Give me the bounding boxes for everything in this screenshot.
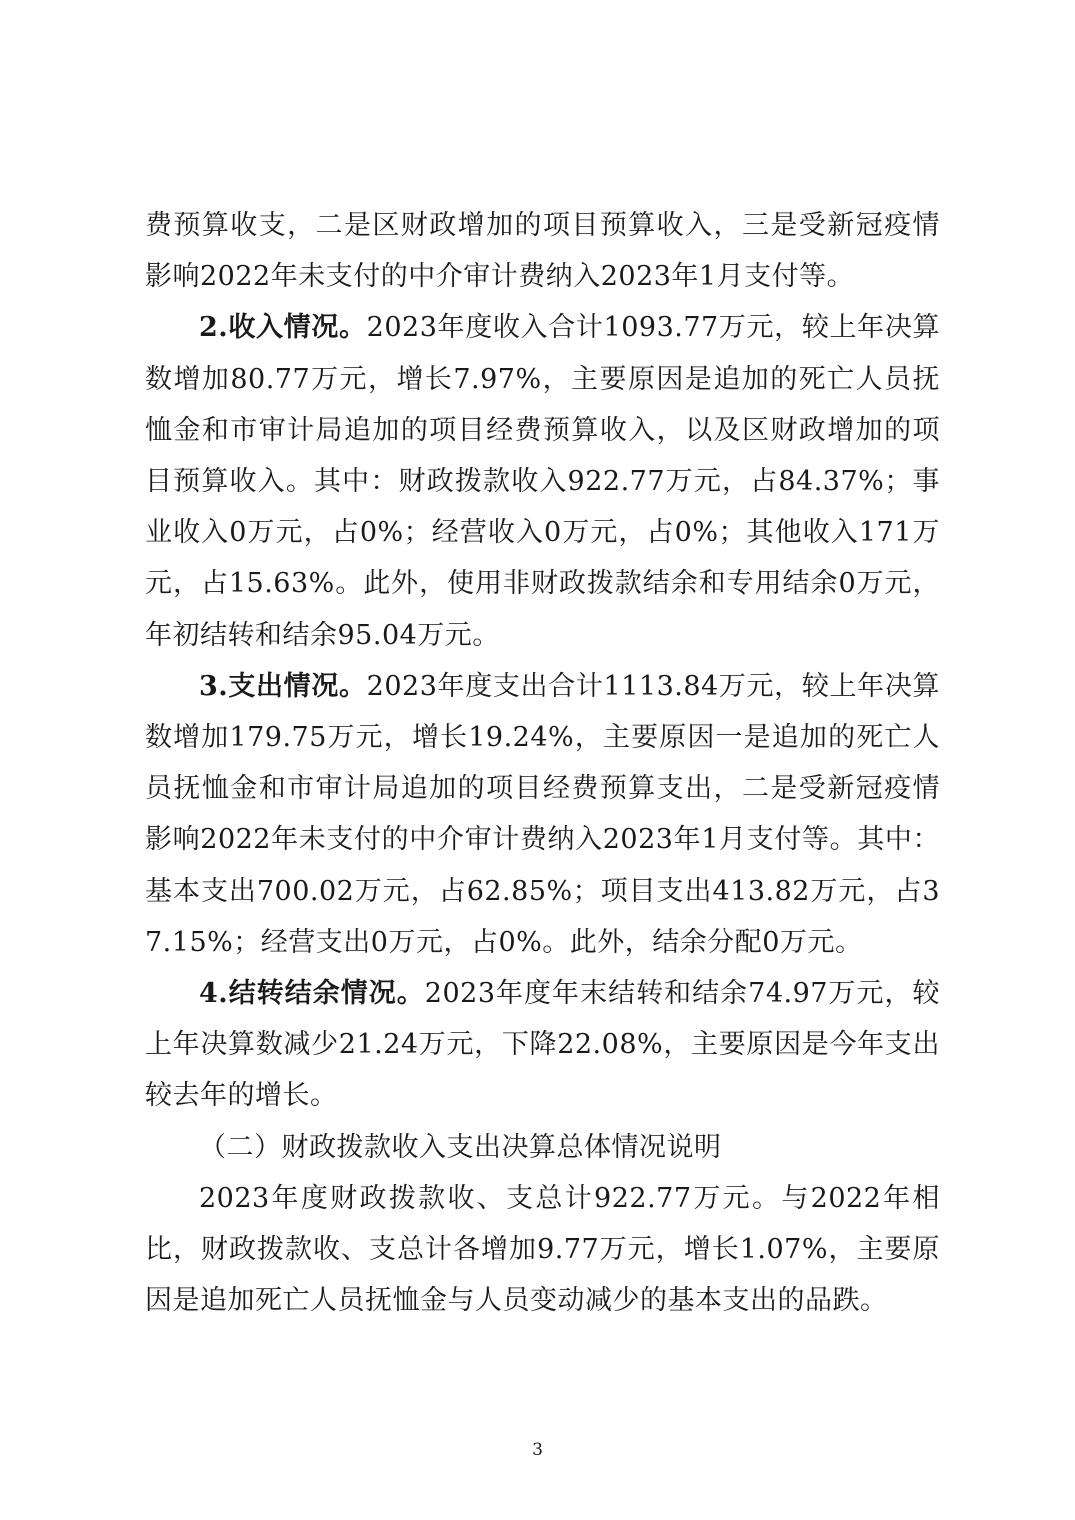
paragraph-text: 2023年度支出合计1113.84万元，较上年决算数增加179.75万元，增长19.24%，主要原因一是追加的死亡人员抚恤金和市审计局追加的项目经费预算支出，二是受新冠疫情影响2022年未支付的中介审计费纳入2023年1月支付等。其中：基本支出700.02万元，占62.85%；项目支出413.82万元，占37.15%；经营支出0万元，占0%。此外，结余分配0万元。 — [145, 670, 940, 958]
paragraph-fiscal-summary — [145, 1173, 940, 1327]
subsection-heading — [145, 1122, 940, 1173]
section-heading-income: 2.收入情况。 — [199, 312, 367, 344]
paragraph-text: 费预算收支，二是区财政增加的项目预算收入，三是受新冠疫情影响2022年未支付的中介审计费纳入2023年1月支付等。 — [145, 210, 940, 293]
subsection-title: （二）财政拨款收入支出决算总体情况说明 — [199, 1131, 722, 1163]
paragraph-text: 2023年度收入合计1093.77万元，较上年决算数增加80.77万元，增长7.97%，主要原因是追加的死亡人员抚恤金和市审计局追加的项目经费预算收入，以及区财政增加的项目预算收入。其中：财政拨款收入922.77万元，占84.37%；事业收入0万元，占0%；经营收入0万元，占0%；其他收入171万元，占15.63%。此外，使用非财政拨款结余和专用结余0万元，年初结转和结余95.04万元。 — [145, 312, 940, 651]
section-heading-expenditure: 3.支出情况。 — [199, 670, 367, 702]
paragraph-text: 2023年度财政拨款收、支总计922.77万元。与2022年相比，财政拨款收、支总计各增加9.77万元，增长1.07%，主要原因是追加死亡人员抚恤金与人员变动减少的基本支出的品跌。 — [145, 1182, 940, 1317]
document-body — [145, 200, 940, 1326]
paragraph-carryover — [145, 968, 940, 1122]
paragraph-income — [145, 302, 940, 660]
section-heading-carryover: 4.结转结余情况。 — [199, 978, 425, 1010]
page-number: 3 — [532, 1440, 543, 1460]
paragraph-continuation — [145, 200, 940, 302]
paragraph-text: 2023年度年末结转和结余74.97万元，较上年决算数减少21.24万元，下降22.08%，主要原因是今年支出较去年的增长。 — [145, 978, 940, 1112]
paragraph-expenditure — [145, 661, 940, 968]
